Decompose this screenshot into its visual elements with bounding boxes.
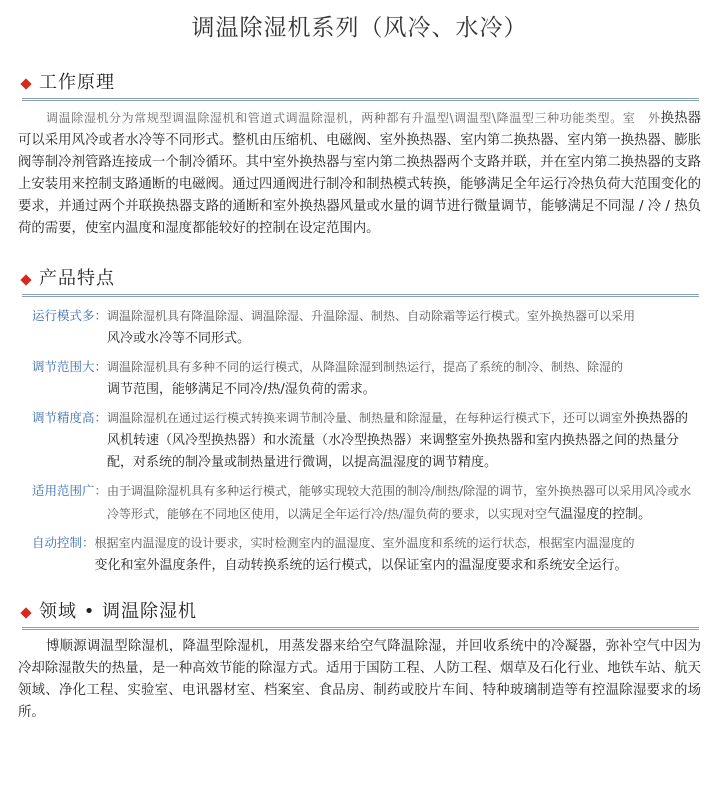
applications-text: 博顺源调温型除湿机，降温型除湿机，用蒸发器来给空气降温除湿，并回收系统中的冷凝器，弥补空气中因为冷却除湿散失的热量，是一种高效节能的除湿方式。适用于国防工程、人防工程、烟草及石化行业、地铁车站、航天领域、净化工程、实验室、电讯器材室、档案室、食品房、制药或胶片车间、特种玻璃制造等有控温除湿要求的场所。	[18, 639, 701, 720]
diamond-bullet-icon	[20, 607, 31, 618]
feature-item-precision	[32, 407, 701, 474]
feature-label: 运行模式多：	[32, 308, 108, 323]
feature-label: 适用范围广：	[32, 483, 108, 498]
principle-text-first: 调温除湿机分为常规型调温除湿机和管道式调温除湿机，两种都有升温型\调温型\降温型三种功能类型。室 外	[46, 111, 661, 125]
section-title-applications: 领域 • 调温除湿机	[39, 601, 198, 622]
feature-desc-small: 由于调温除湿机具有多种运行模式，能够实现较大范围的制冷/制热/除湿的调节，室外换热器可以采用风冷或水冷等形式，能够在不同地区使用，以满足全年运行冷/热/湿负荷的要求，以实现对空	[107, 484, 692, 521]
diamond-bullet-icon	[20, 78, 31, 89]
section-title-principle: 工作原理	[39, 72, 115, 93]
feature-desc-small: 调温除湿机在通过运行模式转换来调节制冷量、制热量和除湿量，在每种运行模式下，还可以调室	[107, 411, 624, 425]
feature-desc-rest: 外换热器的风机转速（风冷型换热器）和水流量（水冷型换热器）来调整室外换热器和室内换热器之间的热量分配，对系统的制冷量或制热量进行微调，以提高温湿度的调节精度。	[107, 411, 689, 470]
diamond-bullet-icon	[20, 274, 31, 285]
feature-desc-rest: 风冷或水冷等不同形式。	[107, 331, 251, 346]
section-header-applications	[22, 599, 699, 630]
section-title-features: 产品特点	[39, 268, 115, 289]
feature-item-modes	[32, 305, 701, 350]
feature-label: 自动控制：	[32, 535, 95, 550]
feature-desc-small: 根据室内温湿度的设计要求，实时检测室内的温湿度、室外温度和系统的运行状态，根据室内温湿度的	[94, 536, 635, 550]
feature-desc-rest: 调节范围，能够满足不同冷/热/湿负荷的需求。	[107, 382, 376, 397]
page-title: 调温除湿机系列（风冷、水冷）	[191, 15, 528, 41]
applications-paragraph	[18, 636, 701, 724]
feature-item-scope	[32, 480, 701, 526]
feature-label: 调节精度高：	[32, 410, 108, 425]
feature-desc-small: 调温除湿机具有多种不同的运行模式，从降温除湿到制热运行，提高了系统的制冷、制热、除湿的	[107, 360, 624, 374]
feature-desc-rest: 气温湿度的控制。	[547, 507, 652, 522]
feature-item-range	[32, 356, 701, 401]
feature-desc-small: 调温除湿机具有降温除湿、调温除湿、升温除湿、制热、自动除霜等运行模式。室外换热器可以采用	[107, 309, 636, 323]
feature-item-control	[32, 532, 701, 577]
section-header-principle	[22, 70, 699, 101]
feature-desc-rest: 变化和室外温度条件，自动转换系统的运行模式，以保证室内的温湿度要求和系统安全运行。	[94, 558, 628, 573]
principle-paragraph	[18, 107, 701, 240]
feature-label: 调节范围大：	[32, 359, 108, 374]
section-header-features	[22, 266, 699, 297]
principle-text-rest: 换热器可以采用风冷或者水冷等不同形式。整机由压缩机、电磁阀、室外换热器、室内第二换热器、室内第一换热器、膨胀阀等制冷剂管路连接成一个制冷循环。其中室外换热器与室内第二换热器两个支路并联，并在室内第二换热器的支路上安装用来控制支路通断的电磁阀。通过四通阀进行制冷和制热模式转换，能够满足全年运行冷热负荷大范围变化的要求，并通过两个并联换热器支路的通断和室外换热器风量或水量的调节进行微量调节，能够满足不同湿 / 冷 / 热负荷的需要，使室内温度和湿度都能较好的控制在设定范围内。	[18, 111, 702, 236]
